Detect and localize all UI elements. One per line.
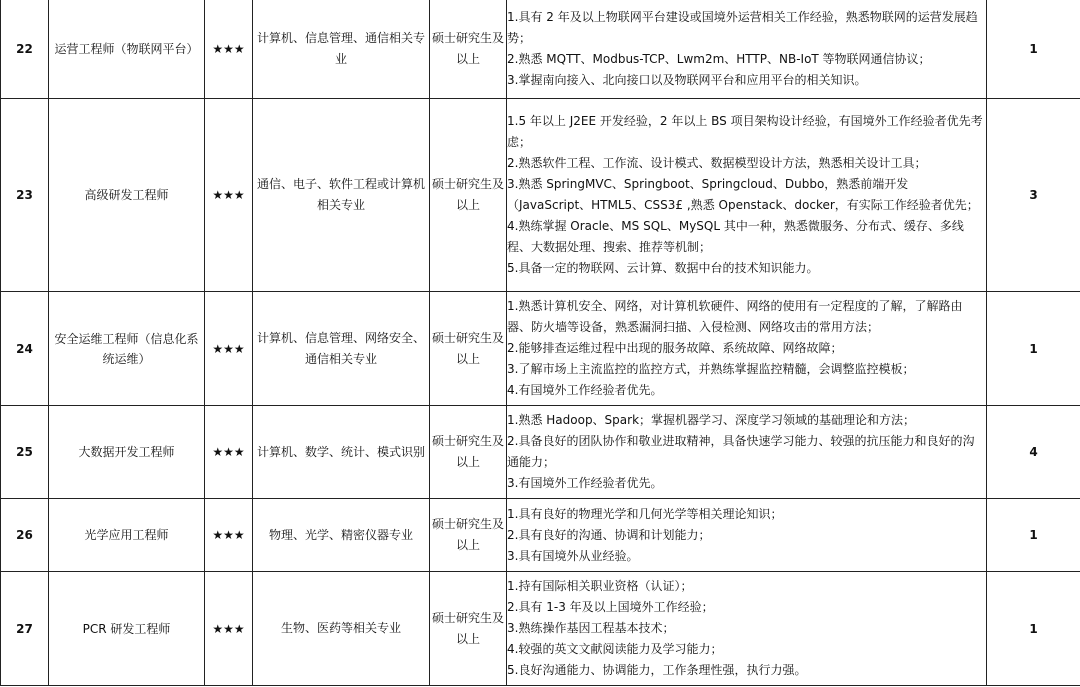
row-number: 22 <box>1 0 49 99</box>
requirement-line: 5.良好沟通能力、协调能力，工作条理性强，执行力强。 <box>507 663 807 677</box>
requirement-line: 3.了解市场上主流监控的监控方式，并熟练掌握监控精髓，会调整监控模板； <box>507 362 915 376</box>
table-row <box>1 292 1080 406</box>
requirement-line: 1.5 年以上 J2EE 开发经验，2 年以上 BS 项目架构设计经验，有国境外工作经验者优先考虑； <box>507 114 983 149</box>
table-body <box>1 0 1080 686</box>
job-requirements <box>507 292 987 406</box>
requirement-line: 2.具有良好的沟通、协调和计划能力； <box>507 527 711 542</box>
row-number: 23 <box>1 99 49 292</box>
major-requirement: 计算机、信息管理、通信相关专业 <box>253 0 430 99</box>
major-requirement: 生物、医药等相关专业 <box>253 572 430 686</box>
headcount: 4 <box>987 406 1080 499</box>
row-number: 24 <box>1 292 49 406</box>
education-requirement: 硕士研究生及以上 <box>430 499 507 572</box>
star-rating: ★★★ <box>205 292 253 406</box>
education-requirement: 硕士研究生及以上 <box>430 292 507 406</box>
job-title: 安全运维工程师（信息化系统运维） <box>49 292 205 406</box>
requirement-line: 4.有国境外工作经验者优先。 <box>507 383 663 397</box>
requirement-line: 5.具备一定的物联网、云计算、数据中台的技术知识能力。 <box>507 261 819 275</box>
requirement-line: 3.有国境外工作经验者优先。 <box>507 476 663 490</box>
major-requirement: 计算机、信息管理、网络安全、通信相关专业 <box>253 292 430 406</box>
requirement-line: 2.能够排查运维过程中出现的服务故障、系统故障、网络故障； <box>507 341 843 355</box>
headcount: 1 <box>987 499 1080 572</box>
headcount: 1 <box>987 292 1080 406</box>
requirement-line: 3.熟练操作基因工程基本技术； <box>507 621 675 635</box>
table-row <box>1 0 1080 99</box>
table-row <box>1 572 1080 686</box>
requirement-line: 3.掌握南向接入、北向接口以及物联网平台和应用平台的相关知识。 <box>507 73 867 87</box>
job-requirements <box>507 0 987 99</box>
requirement-line: 4.熟练掌握 Oracle、MS SQL、MySQL 其中一种，熟悉微服务、分布式、缓存、多线程、大数据处理、搜索、推荐等机制； <box>507 219 964 254</box>
requirement-line: 2.熟悉软件工程、工作流、设计模式、数据模型设计方法，熟悉相关设计工具； <box>507 156 927 170</box>
star-rating: ★★★ <box>205 406 253 499</box>
headcount: 1 <box>987 572 1080 686</box>
job-title: 运营工程师（物联网平台） <box>49 0 205 99</box>
table-row <box>1 499 1080 572</box>
requirement-line: 3.具有国境外从业经验。 <box>507 548 639 563</box>
major-requirement: 物理、光学、精密仪器专业 <box>253 499 430 572</box>
job-title: 高级研发工程师 <box>49 99 205 292</box>
requirement-line: 1.具有良好的物理光学和几何光学等相关理论知识； <box>507 506 783 521</box>
star-rating: ★★★ <box>205 99 253 292</box>
row-number: 26 <box>1 499 49 572</box>
job-title: 光学应用工程师 <box>49 499 205 572</box>
education-requirement: 硕士研究生及以上 <box>430 406 507 499</box>
job-requirements <box>507 499 987 572</box>
requirement-line: 4.较强的英文文献阅读能力及学习能力； <box>507 642 723 656</box>
education-requirement: 硕士研究生及以上 <box>430 572 507 686</box>
job-requirements <box>507 99 987 292</box>
job-title: PCR 研发工程师 <box>49 572 205 686</box>
requirement-line: 1.熟悉 Hadoop、Spark；掌握机器学习、深度学习领域的基础理论和方法； <box>507 413 916 427</box>
row-number: 27 <box>1 572 49 686</box>
requirement-line: 1.具有 2 年及以上物联网平台建设或国境外运营相关工作经验，熟悉物联网的运营发展趋势； <box>507 10 978 45</box>
job-requirements <box>507 572 987 686</box>
star-rating: ★★★ <box>205 499 253 572</box>
job-title: 大数据开发工程师 <box>49 406 205 499</box>
requirement-line: 2.熟悉 MQTT、Modbus-TCP、Lwm2m、HTTP、NB-IoT 等物联网通信协议； <box>507 52 931 66</box>
major-requirement: 通信、电子、软件工程或计算机相关专业 <box>253 99 430 292</box>
headcount: 3 <box>987 99 1080 292</box>
education-requirement: 硕士研究生及以上 <box>430 0 507 99</box>
requirement-line: 3.熟悉 SpringMVC、Springboot、Springcloud、Dubbo，熟悉前端开发（JavaScript、HTML5、CSS3£ ,熟悉 Openstack、docker，有实际工作经验者优先； <box>507 177 979 212</box>
row-number: 25 <box>1 406 49 499</box>
education-requirement: 硕士研究生及以上 <box>430 99 507 292</box>
requirement-line: 2.具有 1-3 年及以上国境外工作经验； <box>507 600 714 614</box>
star-rating: ★★★ <box>205 572 253 686</box>
requirement-line: 1.持有国际相关职业资格（认证）； <box>507 579 693 593</box>
requirement-line: 2.具备良好的团队协作和敬业进取精神，具备快速学习能力、较强的抗压能力和良好的沟通能力； <box>507 434 975 469</box>
major-requirement: 计算机、数学、统计、模式识别 <box>253 406 430 499</box>
job-requirements <box>507 406 987 499</box>
star-rating: ★★★ <box>205 0 253 99</box>
requirement-line: 1.熟悉计算机安全、网络，对计算机软硬件、网络的使用有一定程度的了解，了解路由器、防火墙等设备，熟悉漏洞扫描、入侵检测、网络攻击的常用方法； <box>507 299 963 334</box>
headcount: 1 <box>987 0 1080 99</box>
table-row <box>1 99 1080 292</box>
table-row <box>1 406 1080 499</box>
